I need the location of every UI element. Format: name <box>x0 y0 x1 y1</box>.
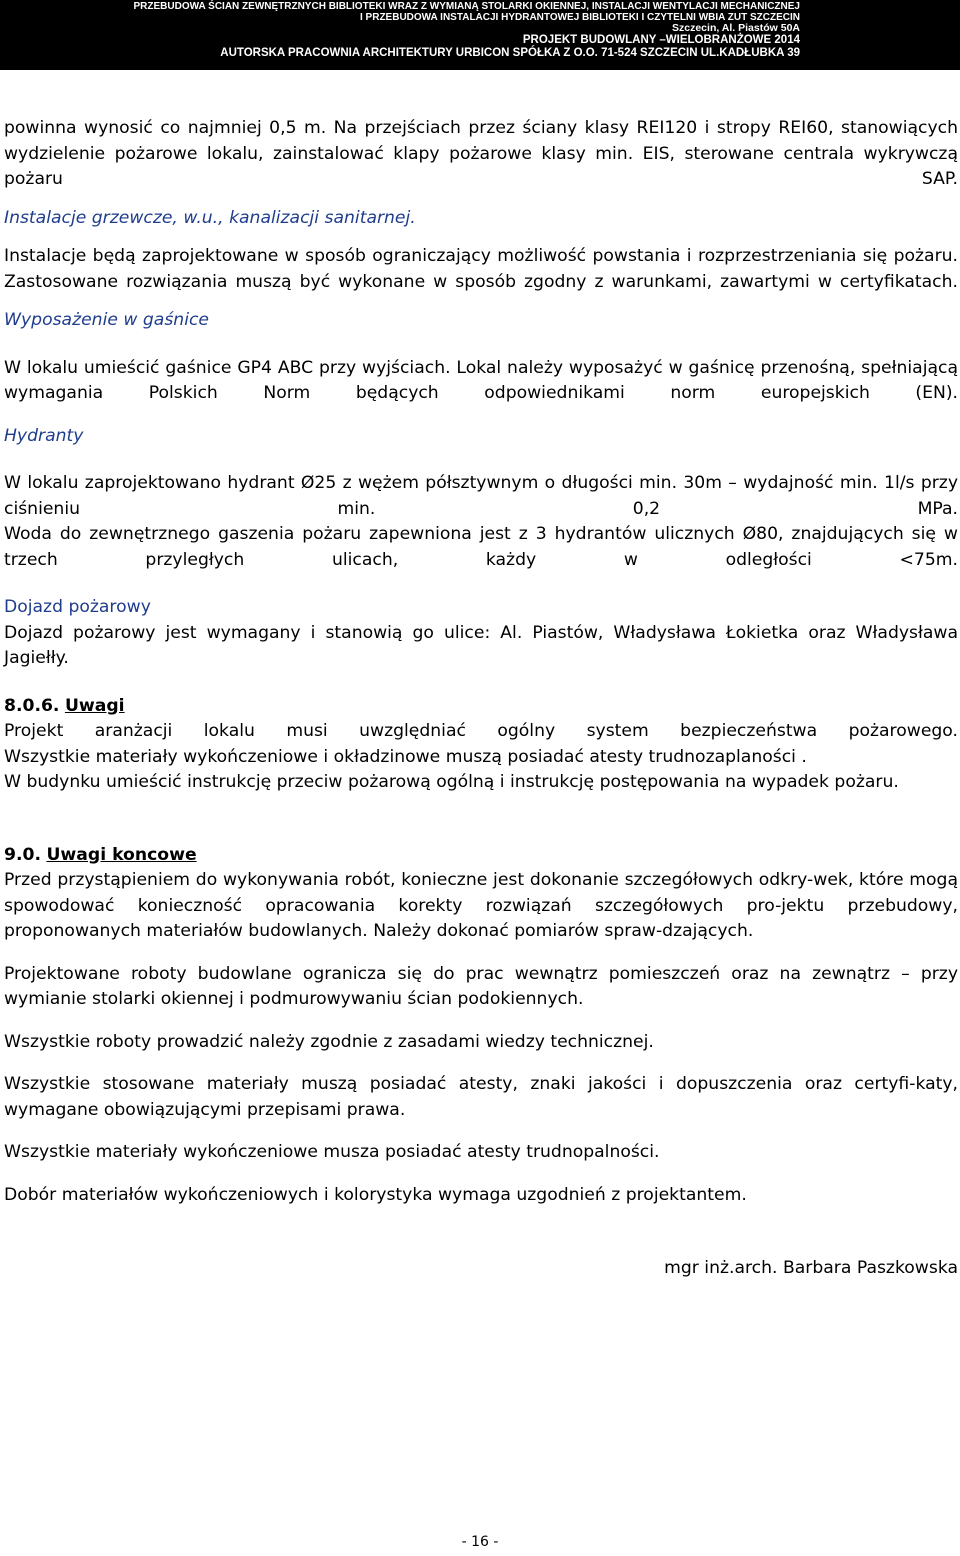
header-line-2: I PRZEBUDOWA INSTALACJI HYDRANTOWEJ BIBLIOTEKI I CZYTELNI WBIA ZUT SZCZECIN <box>360 12 800 23</box>
section-8-0-6-heading <box>4 694 958 720</box>
paragraph-final-2: Projektowane roboty budowlane ogranicza się do prac wewnątrz pomieszczeń oraz na zewnątrz – przy wymianie stolarki okiennej i podmurowywaniu ścian podokiennych. <box>4 963 958 1009</box>
paragraph-final-1: Przed przystąpieniem do wykonywania robót, konieczne jest dokonanie szczegółowych odkry-wek, które mogą spowodować konieczność opracowania korekty rozwiązań szczegółowych pro-jektu przebudowy, proponowanych materiałów budowlanych. Należy dokonać pomiarów spraw-dzających. <box>4 870 958 941</box>
paragraph-fire-dampers: powinna wynosić co najmniej 0,5 m. Na przejściach przez ściany klasy REI120 i stropy REI60, stanowiących wydzielenie pożarowe lokalu, zainstalować klapy pożarowe klasy min. EIS, sterowane centrala wykrywczą pożaru SAP. <box>4 118 958 189</box>
page-number: - 16 - <box>461 1534 499 1550</box>
paragraph-installations: Instalacje będą zaprojektowane w sposób ograniczający możliwość powstania i rozprzestrzeniania się pożaru. Zastosowane rozwiązania muszą być wykonane w sposób zgodny z warunkami, zawartymi w certyfikatach. <box>4 246 958 292</box>
paragraph-remarks-2: Wszystkie materiały wykończeniowe i okładzinowe muszą posiadać atesty trudnozaplaności . <box>4 746 807 767</box>
paragraph-final-4: Wszystkie stosowane materiały muszą posiadać atesty, znaki jakości i dopuszczenia oraz certyfi-katy, wymagane obowiązującymi przepisami prawa. <box>4 1074 958 1120</box>
paragraph-hydrant-external: Woda do zewnętrznego gaszenia pożaru zapewniona jest z 3 hydrantów ulicznych Ø80, znajdujących się w trzech przyległych ulicach, każdy w odległości <75m. <box>4 524 958 570</box>
document-header <box>0 0 960 70</box>
section-title: Uwagi <box>64 695 125 716</box>
header-line-3: Szczecin, Al. Piastów 50A <box>672 22 800 34</box>
section-title: Uwagi koncowe <box>46 844 197 865</box>
paragraph-fire-access: Dojazd pożarowy jest wymagany i stanowią go ulice: Al. Piastów, Władysława Łokietka oraz Władysława Jagiełły. <box>4 622 958 668</box>
header-line-5: AUTORSKA PRACOWNIA ARCHITEKTURY URBICON SPÓŁKA Z O.O. 71-524 SZCZECIN UL.KADŁUBKA 39 <box>220 47 800 59</box>
paragraph-final-5: Wszystkie materiały wykończeniowe musza posiadać atesty trudnopalności. <box>4 1142 660 1162</box>
heading-hydrants: Hydranty <box>4 425 84 446</box>
paragraph-final-3: Wszystkie roboty prowadzić należy zgodnie z zasadami wiedzy technicznej. <box>4 1031 654 1052</box>
header-line-1: PRZEBUDOWA ŚCIAN ZEWNĘTRZNYCH BIBLIOTEKI WRAZ Z WYMIANĄ STOLARKI OKIENNEJ, INSTALACJI WENTYLACJI MECHANICZNEJ <box>133 1 800 12</box>
header-line-4: PROJEKT BUDOWLANY –WIELOBRANŻOWE 2014 <box>522 34 800 46</box>
paragraph-hydrant-internal: W lokalu zaprojektowano hydrant Ø25 z wężem półsztywnym o długości min. 30m – wydajność min. 1l/s przy ciśnieniu min. 0,2 MPa. <box>4 473 958 519</box>
section-9-0-heading <box>4 843 958 869</box>
signature: mgr inż.arch. Barbara Paszkowska <box>664 1258 958 1278</box>
heading-extinguishers: Wyposażenie w gaśnice <box>4 310 209 330</box>
section-number: 8.0.6. <box>4 695 60 716</box>
heading-fire-access: Dojazd pożarowy <box>4 597 151 617</box>
section-number: 9.0. <box>4 844 41 865</box>
heading-installations: Instalacje grzewcze, w.u., kanalizacji sanitarnej. <box>4 207 416 228</box>
document-body <box>4 116 958 1282</box>
paragraph-remarks-3: W budynku umieścić instrukcję przeciw pożarową ogólną i instrukcję postępowania na wypadek pożaru. <box>4 772 899 792</box>
paragraph-final-6: Dobór materiałów wykończeniowych i kolorystyka wymaga uzgodnień z projektantem. <box>4 1184 747 1205</box>
paragraph-extinguishers: W lokalu umieścić gaśnice GP4 ABC przy wyjściach. Lokal należy wyposażyć w gaśnicę przenośną, spełniającą wymagania Polskich Norm będących odpowiednikami norm europejskich (EN). <box>4 357 958 403</box>
paragraph-remarks-1: Projekt aranżacji lokalu musi uwzględniać ogólny system bezpieczeństwa pożarowego. <box>4 721 958 741</box>
